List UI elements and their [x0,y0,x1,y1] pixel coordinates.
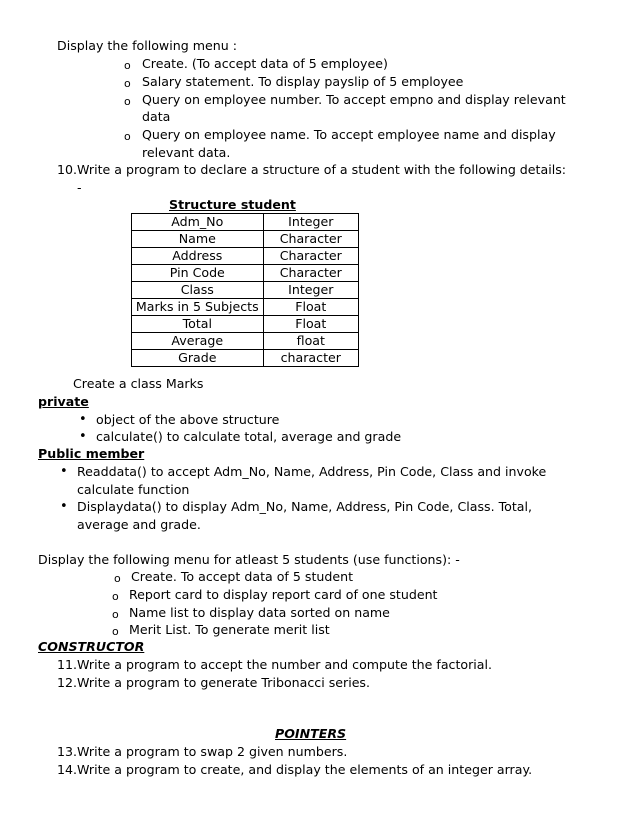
field-name: Name [132,231,264,248]
menu2-item-namelist: Name list to display data sorted on name [129,605,390,620]
field-type: float [263,333,358,350]
circle-bullet-icon: o [124,59,131,72]
menu2-item-merit: Merit List. To generate merit list [129,622,330,637]
menu1-item-query-name: Query on employee name. To accept employee name and display [142,127,556,142]
q10-number: 10. [57,162,78,177]
field-type: Integer [263,214,358,231]
menu1-item-query-empno: Query on employee number. To accept empno and display relevant [142,92,566,107]
field-name: Marks in 5 Subjects [132,299,264,316]
field-name: Class [132,282,264,299]
private-heading: private [38,394,89,409]
pointers-heading: POINTERS [275,726,347,741]
public-heading: Public member [38,446,145,461]
q13-text: Write a program to swap 2 given numbers. [77,744,348,759]
field-type: character [263,350,358,367]
dot-bullet-icon: • [60,499,68,514]
circle-bullet-icon: o [124,77,131,90]
q14-number: 14. [57,762,78,777]
menu1-item-salary: Salary statement. To display payslip of 5 employee [142,74,464,89]
dot-bullet-icon: • [60,464,68,479]
menu2-item-report: Report card to display report card of one student [129,587,438,602]
constructor-heading: CONSTRUCTOR [38,639,145,654]
q12-text: Write a program to generate Tribonacci series. [77,675,371,690]
menu1-item-query-name-cont: relevant data. [142,145,231,160]
q11-text: Write a program to accept the number and compute the factorial. [77,657,492,672]
table-row [132,231,359,248]
field-name: Average [132,333,264,350]
field-type: Character [263,248,358,265]
menu2-intro: Display the following menu for atleast 5 students (use functions): - [38,552,460,567]
menu2-item-create: Create. To accept data of 5 student [131,569,354,584]
table-row [132,282,359,299]
q14-text: Write a program to create, and display the elements of an integer array. [77,762,533,777]
create-class-line: Create a class Marks [73,376,204,391]
public-item-displaydata: Displaydata() to display Adm_No, Name, Address, Pin Code, Class. Total, [77,499,532,514]
structure-title: Structure student [169,197,296,212]
field-type: Float [263,299,358,316]
field-name: Total [132,316,264,333]
circle-bullet-icon: o [114,572,121,585]
circle-bullet-icon: o [112,625,119,638]
q12-number: 12. [57,675,78,690]
table-row [132,248,359,265]
circle-bullet-icon: o [124,130,131,143]
menu1-item-create: Create. (To accept data of 5 employee) [142,56,388,71]
q11-number: 11. [57,657,78,672]
q10-dash: - [77,180,82,195]
table-row [132,265,359,282]
public-item-displaydata-cont: average and grade. [77,517,201,532]
field-name: Adm_No [132,214,264,231]
circle-bullet-icon: o [112,590,119,603]
table-row [132,333,359,350]
field-type: Character [263,231,358,248]
intro-line: Display the following menu : [57,38,237,53]
dot-bullet-icon: • [79,429,87,444]
dot-bullet-icon: • [79,412,87,427]
field-name: Pin Code [132,265,264,282]
field-type: Character [263,265,358,282]
table-row [132,214,359,231]
public-item-readdata: Readdata() to accept Adm_No, Name, Address, Pin Code, Class and invoke [77,464,547,479]
table-row [132,316,359,333]
circle-bullet-icon: o [112,608,119,621]
q10-text: Write a program to declare a structure of a student with the following details: [77,162,567,177]
private-item-calculate: calculate() to calculate total, average and grade [96,429,402,444]
field-type: Integer [263,282,358,299]
table-row [132,350,359,367]
q13-number: 13. [57,744,78,759]
public-item-readdata-cont: calculate function [77,482,190,497]
field-name: Grade [132,350,264,367]
field-type: Float [263,316,358,333]
structure-table [131,213,359,367]
table-row [132,299,359,316]
field-name: Address [132,248,264,265]
private-item-object: object of the above structure [96,412,280,427]
circle-bullet-icon: o [124,95,131,108]
menu1-item-query-empno-cont: data [142,109,171,124]
